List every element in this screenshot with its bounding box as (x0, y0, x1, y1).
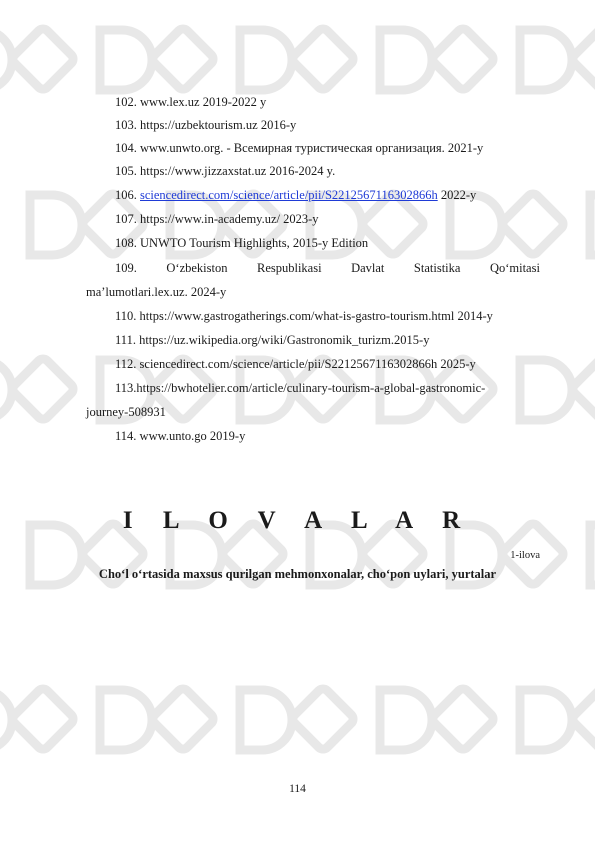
reference-106: 106. sciencedirect.com/science/article/pii/S2212567116302866h 2022-y (115, 188, 477, 202)
watermark-tile (0, 360, 12, 420)
reference-113-continuation: journey-508931 (86, 405, 166, 419)
reference-108: 108. UNWTO Tourism Highlights, 2015-y Edition (115, 236, 369, 250)
reference-107: 107. https://www.in-academy.uz/ 2023-y (115, 212, 319, 226)
watermark-tile (590, 195, 595, 255)
reference-113: 113.https://bwhotelier.com/article/culinary-tourism-a-global-gastronomic- (115, 381, 486, 395)
page-number: 114 (289, 783, 306, 795)
watermark-tile (240, 690, 292, 750)
watermark-tile (150, 26, 215, 91)
watermark-tile (100, 690, 152, 750)
reference-103: 103. https://uzbektourism.uz 2016-y (115, 118, 297, 132)
watermark-tile (100, 30, 152, 90)
reference-106-link[interactable]: sciencedirect.com/science/article/pii/S2212567116302866h (140, 188, 438, 202)
watermark-tile (570, 26, 595, 91)
watermark-tile (10, 356, 75, 421)
reference-109-continuation: ma’lumotlari.lex.uz. 2024-y (86, 285, 227, 299)
watermark-tile (0, 690, 12, 750)
reference-104: 104. www.unwto.org. - Всемирная туристическая организация. 2021-y (115, 141, 484, 155)
section-title: I L O V A L A R (122, 507, 473, 534)
watermark-tile (380, 690, 432, 750)
watermark-tile (290, 686, 355, 751)
reference-105: 105. https://www.jizzaxstat.uz 2016-2024 y. (115, 164, 336, 178)
watermark-tile (0, 30, 12, 90)
watermark-tile (380, 30, 432, 90)
appendix-label: 1-ilova (510, 550, 540, 561)
watermark-tile (290, 26, 355, 91)
appendix-caption: Cho‘l o‘rtasida maxsus qurilgan mehmonxonalar, cho‘pon uylari, yurtalar (98, 567, 497, 581)
watermark-tile (570, 686, 595, 751)
watermark-tile (30, 195, 82, 255)
reference-102: 102. www.lex.uz 2019-2022 y (115, 95, 267, 109)
watermark-tile (520, 690, 572, 750)
watermark-tile (10, 686, 75, 751)
watermark-tile (570, 356, 595, 421)
watermark-tile (10, 26, 75, 91)
reference-110: 110. https://www.gastrogatherings.com/what-is-gastro-tourism.html 2014-y (115, 309, 493, 323)
watermark-tile (520, 30, 572, 90)
watermark-tile (430, 26, 495, 91)
watermark-tile (240, 30, 292, 90)
watermark-tile (150, 686, 215, 751)
reference-114: 114. www.unto.go 2019-y (115, 429, 246, 443)
reference-109: 109. O‘zbekiston Respublikasi Davlat Statistika Qo‘mitasi (115, 261, 540, 275)
watermark-tile (430, 686, 495, 751)
reference-112: 112. sciencedirect.com/science/article/pii/S2212567116302866h 2025-y (115, 357, 476, 371)
reference-111: 111. https://uz.wikipedia.org/wiki/Gastronomik_turizm.2015-y (115, 333, 430, 347)
